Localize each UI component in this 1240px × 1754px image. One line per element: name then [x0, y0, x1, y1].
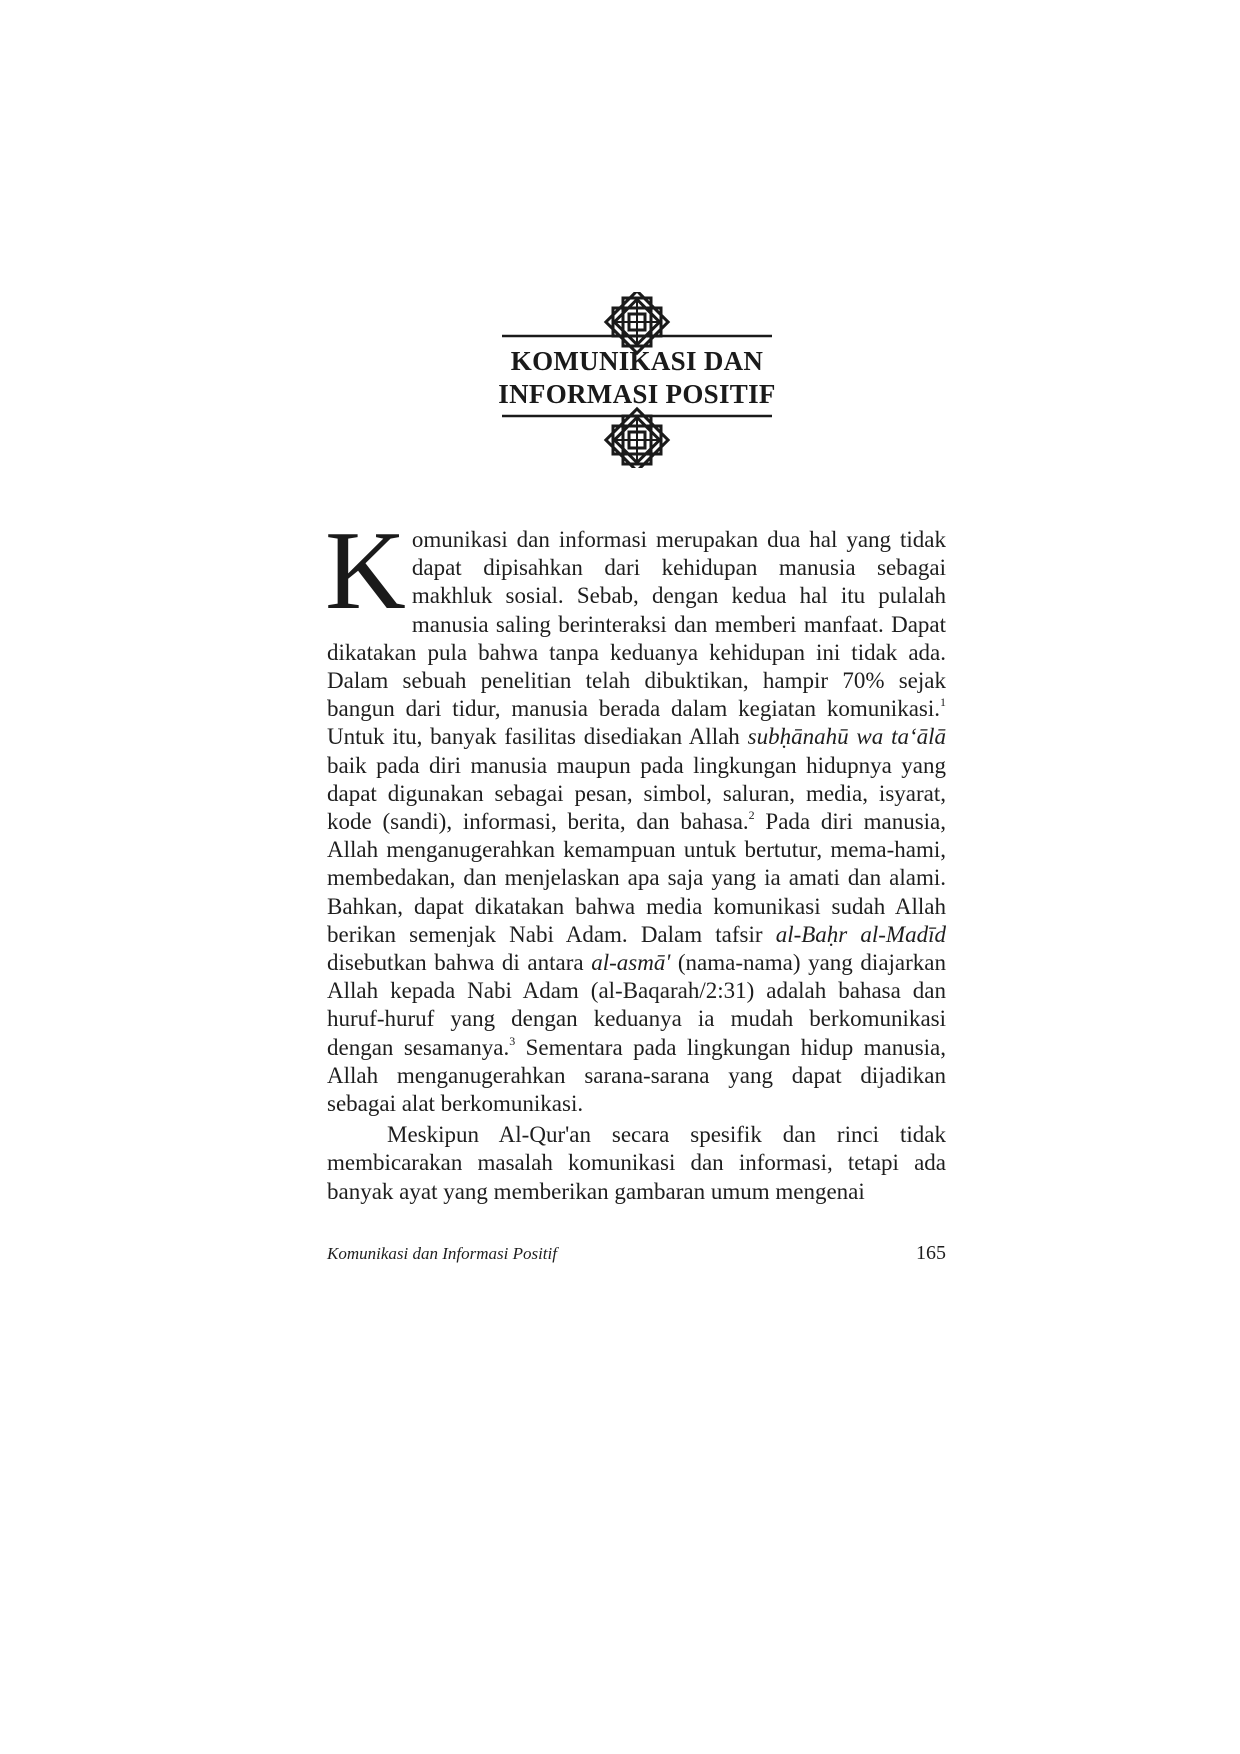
- p1-italic-3: al-asmā': [591, 950, 671, 976]
- p1-text-2: Untuk itu, banyak fasilitas disediakan Allah: [327, 724, 748, 750]
- drop-cap: K: [325, 509, 406, 633]
- p1-italic-1: subḥānahū wa ta‘ālā: [747, 724, 947, 750]
- chapter-title-line-2: INFORMASI POSITIF: [498, 379, 776, 409]
- chapter-title: [470, 345, 804, 411]
- p1-text-7: Sementara pada lingkungan hidup manusia, Allah menganugerahkan sarana-sarana yang dapat dijadikan sebagai alat berkomunikasi.: [327, 1034, 946, 1117]
- p1-text-4: Pada diri manusia, Allah menganugerahkan kemampuan untuk bertutur, mema-hami, membedakan, dan menjelaskan apa saja yang ia amati dan alami. Bahkan, dapat dikatakan bahwa media komunikasi sudah Allah berikan semenjak Nabi Adam. Dalam tafsir: [327, 809, 946, 947]
- paragraph-2: Meskipun Al-Qur'an secara spesifik dan rinci tidak membicarakan masalah komunikasi dan informasi, tetapi ada banyak ayat yang memberikan gambaran umum mengenai: [327, 1122, 946, 1204]
- footnote-ref-2[interactable]: 2: [748, 808, 755, 823]
- p1-text-6: (nama-nama) yang diajarkan Allah kepada Nabi Adam (al-Baqarah/2:31) adalah bahasa dan huruf-huruf yang dengan keduanya ia mudah berkomunikasi dengan sesamanya.: [327, 950, 946, 1060]
- page-number: 165: [916, 1242, 946, 1264]
- chapter-title-line-1: KOMUNIKASI DAN: [510, 346, 764, 376]
- p1-text-3: baik pada diri manusia maupun pada lingkungan hidupnya yang dapat digunakan sebagai pesan, simbol, saluran, media, isyarat, kode (sandi), informasi, berita, dan bahasa.: [327, 752, 946, 835]
- running-footer-title: Komunikasi dan Informasi Positif: [327, 1244, 557, 1263]
- p1-italic-2: al-Baḥr al-Madīd: [775, 921, 946, 947]
- body-text: [325, 509, 947, 1206]
- footnote-ref-1[interactable]: 1: [940, 695, 946, 710]
- p1-text-1: omunikasi dan informasi merupakan dua hal yang tidak dapat dipisahkan dari kehidupan manusia sebagai makhluk sosial. Sebab, dengan kedua hal itu pulalah manusia saling berinteraksi dan memberi manfaat. Dapat dikatakan pula bahwa tanpa keduanya kehidupan ini tidak ada. Dalam sebuah penelitian telah dibuktikan, hampir 70% sejak bangun dari tidur, manusia berada dalam kegiatan komunikasi.: [327, 527, 946, 722]
- p1-text-5: disebutkan bahwa di antara: [327, 950, 592, 976]
- footnote-ref-3[interactable]: 3: [509, 1033, 516, 1048]
- paragraph-1: [325, 509, 947, 1118]
